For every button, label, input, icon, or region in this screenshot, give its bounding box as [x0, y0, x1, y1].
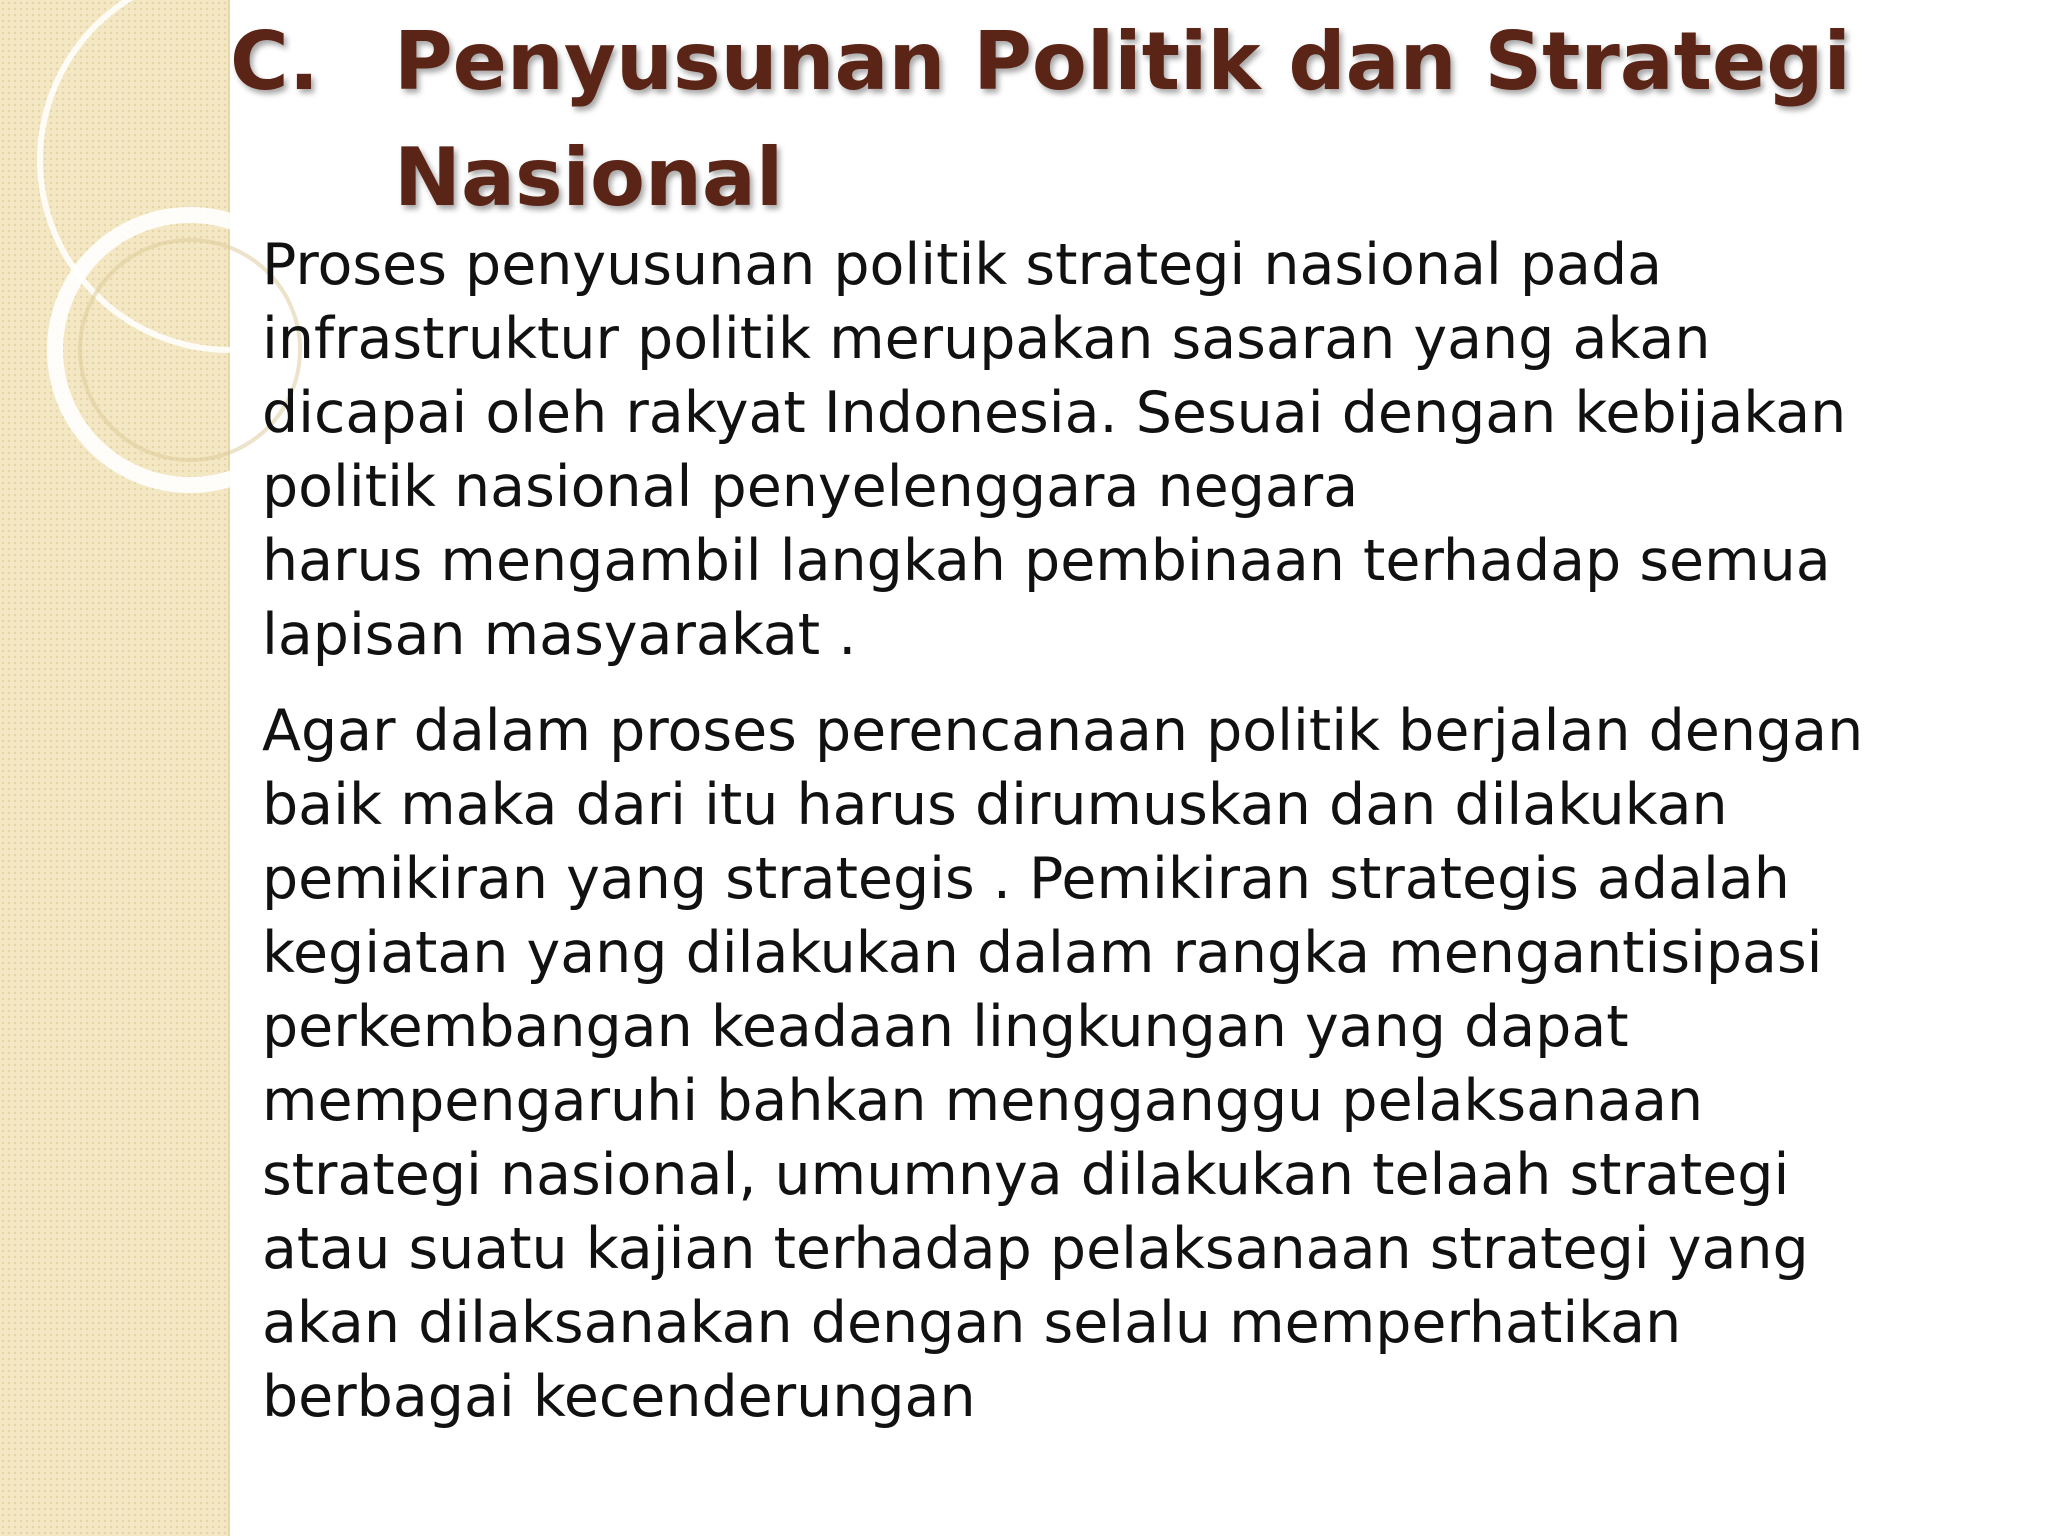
paragraph-line: berbagai kecenderungan [262, 1364, 976, 1430]
paragraph-2 [262, 694, 2032, 1434]
paragraph-line: Agar dalam proses perencanaan politik berjalan dengan [262, 698, 1864, 764]
title-text-1: Penyusunan Politik dan Strategi [394, 15, 1851, 108]
paragraph-line: atau suatu kajian terhadap pelaksanaan strategi yang [262, 1216, 1809, 1282]
paragraph-line: kegiatan yang dilakukan dalam rangka mengantisipasi [262, 920, 1823, 986]
paragraph-line: infrastruktur politik merupakan sasaran yang akan [262, 306, 1711, 372]
paragraph-line: perkembangan keadaan lingkungan yang dapat [262, 994, 1629, 1060]
paragraph-line: mempengaruhi bahkan mengganggu pelaksanaan [262, 1068, 1704, 1134]
title-line-2: Nasional [394, 131, 784, 224]
paragraph-line: dicapai oleh rakyat Indonesia. Sesuai dengan kebijakan [262, 380, 1847, 446]
title-number: C. [230, 15, 320, 108]
paragraph-line: akan dilaksanakan dengan selalu memperhatikan [262, 1290, 1682, 1356]
paragraph-line: politik nasional penyelenggara negara [262, 454, 1359, 520]
slide-body [262, 228, 2032, 1456]
paragraph-line: baik maka dari itu harus dirumuskan dan dilakukan [262, 772, 1728, 838]
paragraph-line: harus mengambil langkah pembinaan terhadap semua [262, 528, 1831, 594]
paragraph-1 [262, 228, 2032, 672]
slide-title [230, 4, 1851, 236]
paragraph-line: lapisan masyarakat . [262, 602, 857, 668]
paragraph-line: strategi nasional, umumnya dilakukan telaah strategi [262, 1142, 1790, 1208]
paragraph-line: Proses penyusunan politik strategi nasional pada [262, 232, 1663, 298]
paragraph-line: pemikiran yang strategis . Pemikiran strategis adalah [262, 846, 1790, 912]
title-line-1 [230, 4, 1851, 120]
